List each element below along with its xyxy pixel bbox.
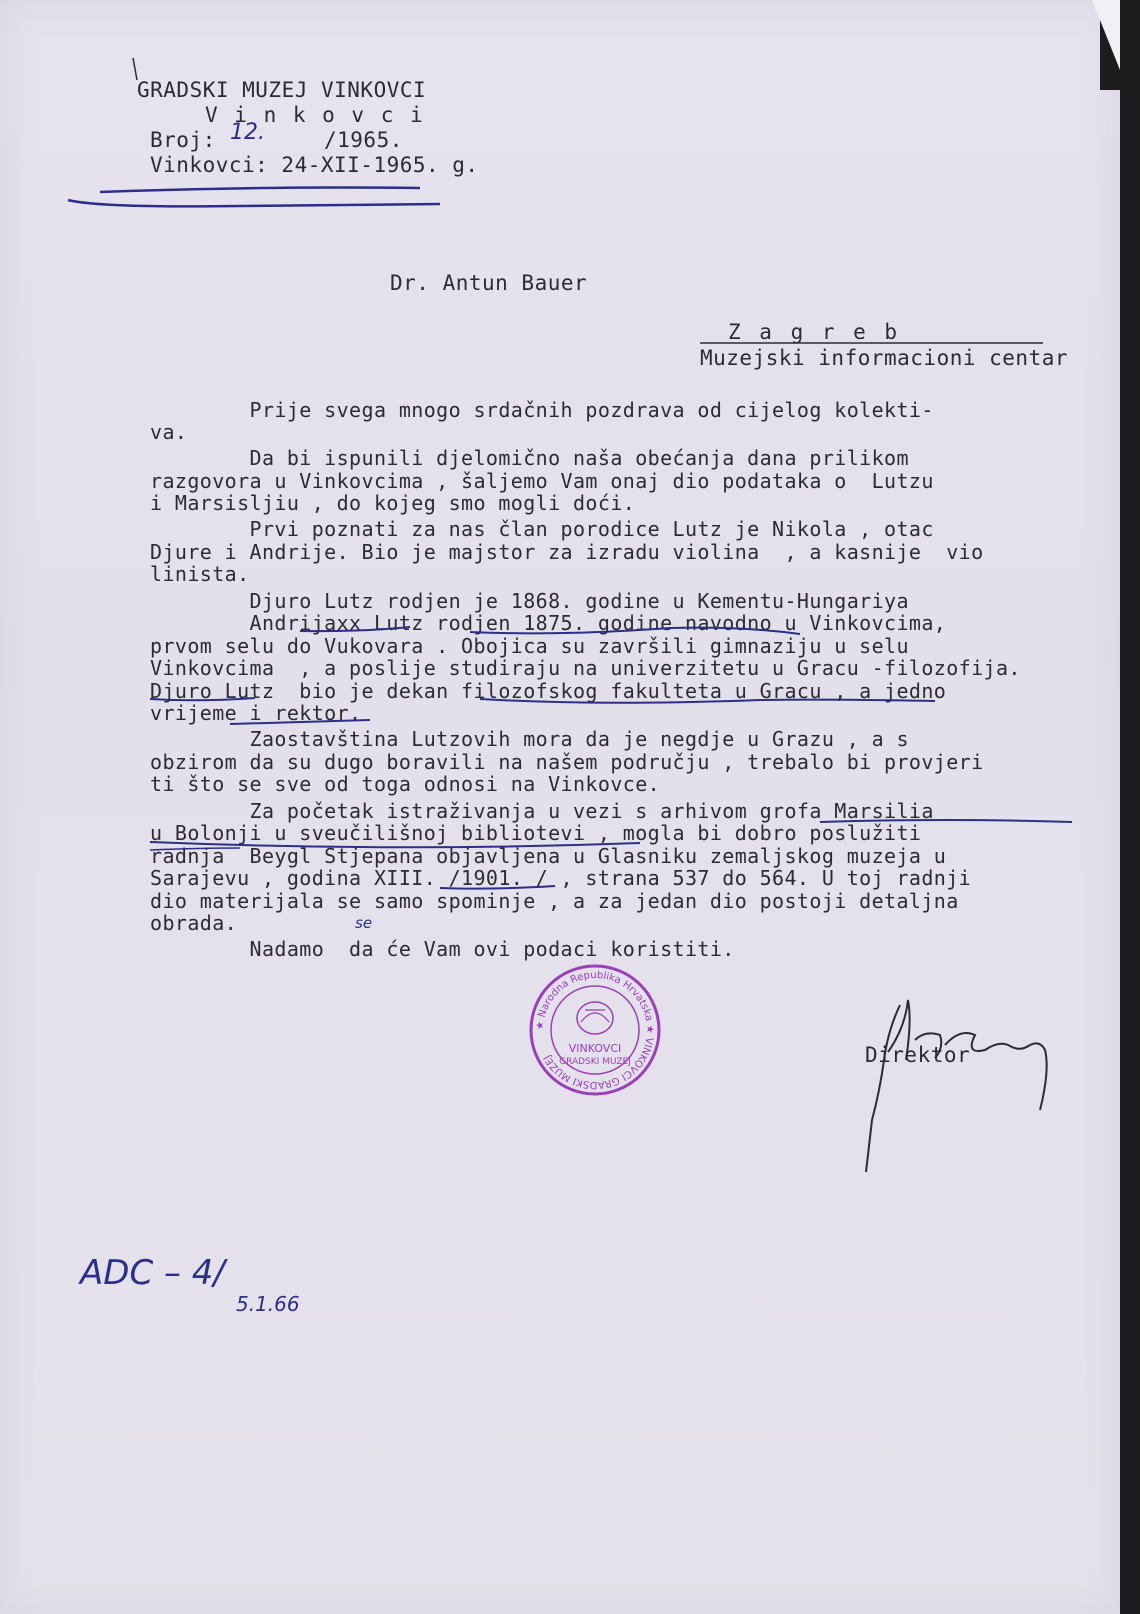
body-line: Vinkovcima , a poslije studiraju na univerzitetu u Gracu -filozofija. (150, 656, 1021, 680)
underline-bolonja (150, 842, 640, 847)
header-rule-lower (68, 200, 440, 206)
underline-djuro-lutz (150, 698, 255, 700)
body-line: Zaostavština Lutzovih mora da je negdje u Grazu , a s (150, 727, 909, 751)
body-line: Za početak istraživanja u vezi s arhivom grofa Marsilia (150, 799, 934, 823)
stamp-outer-ring (531, 966, 659, 1094)
stamp-emblem-icon (577, 1002, 613, 1034)
margin-tick (133, 58, 137, 80)
handwritten-insert: se (355, 914, 373, 932)
body-line: razgovora u Vinkovcima , šaljemo Vam onaj dio podataka o Lutzu (150, 469, 934, 493)
header-rule-upper (100, 188, 420, 193)
director-title: Direktor (865, 1043, 971, 1067)
underline-andrija (300, 627, 410, 631)
body-line: Sarajevu , godina XIII. /1901. / , strana 537 do 564. U toj radnji (150, 866, 972, 890)
recipient-name: Dr. Antun Bauer (390, 271, 588, 295)
reference-number-handwritten: 12. (230, 120, 265, 145)
body-line: va. (150, 420, 188, 444)
body-line: linista. (150, 562, 250, 586)
recipient-organization: Muzejski informacioni centar (700, 346, 1069, 370)
reference-number-year: /1965. (324, 128, 403, 152)
underline-lutz-rodjen (470, 628, 800, 634)
body-line: radnja Beygl Stjepana objavljena u Glasniku zemaljskog muzeja u (150, 844, 947, 868)
body-line: obzirom da su dugo boravili na našem području , trebalo bi provjeri (150, 750, 984, 774)
body-line: vrijeme i rektor. (150, 701, 362, 725)
body-line: u Bolonji u sveučilišnoj bibliotevi , mogla bi dobro poslužiti (150, 821, 922, 845)
body-line: Nadamo da će Vam ovi podaci koristiti. (150, 937, 735, 961)
stamp-city: VINKOVCI (568, 1042, 622, 1055)
underline-godina (440, 886, 555, 889)
body-line: i Marsisljiu , do kojeg smo mogli doći. (150, 491, 636, 515)
underline-fakultet (480, 699, 935, 703)
body-line: Prvi poznati za nas član porodice Lutz je Nikola , otac (150, 517, 934, 541)
body-line: Prije svega mnogo srdačnih pozdrava od cijelog kolekti- (150, 398, 934, 422)
body-line: obrada. (150, 911, 238, 935)
underline-grofa-marsilia (820, 820, 1072, 822)
body-line: Da bi ispunili djelomično naša obećanja dana prilikom (150, 446, 909, 470)
museum-stamp (525, 960, 665, 1100)
stamp-ring-text: ★ Narodna Republika Hrvatska ★ VINKOVCI GRADSKI MUZEJ (534, 969, 656, 1091)
institution-name: GRADSKI MUZEJ VINKOVCI (137, 78, 427, 102)
underline-rektor (230, 720, 370, 724)
stamp-name: GRADSKI MUZEJ (559, 1057, 631, 1067)
body-line: ti što se sve od toga odnosi na Vinkovce. (150, 772, 661, 796)
body-line: Djuro Lutz rodjen je 1868. godine u Kementu-Hungariya (150, 589, 909, 613)
underline-glasnik (150, 848, 240, 850)
body-line: Andrijaxx Lutz rodjen 1875. godine navodno u Vinkovcima, (150, 611, 947, 635)
body-line: dio materijala se samo spominje , a za jedan dio postoji detaljna (150, 889, 959, 913)
archive-note: ADC – 4/ (80, 1253, 225, 1293)
body-line: Djure i Andrije. Bio je majstor za izradu violina , a kasnije vio (150, 540, 984, 564)
body-line: Djuro Lutz bio je dekan filozofskog fakulteta u Gracu , a jedno (150, 679, 947, 703)
signature (866, 1000, 1047, 1172)
institution-city: V i n k o v c i (205, 103, 425, 127)
recipient-city: Z a g r e b (728, 320, 901, 344)
reference-number-label: Broj: (150, 128, 216, 152)
body-line: prvom selu do Vukovara . Obojica su završili gimnaziju u selu (150, 634, 909, 658)
archive-note-date: 5.1.66 (236, 1292, 300, 1316)
letter-date: Vinkovci: 24-XII-1965. g. (150, 153, 479, 177)
